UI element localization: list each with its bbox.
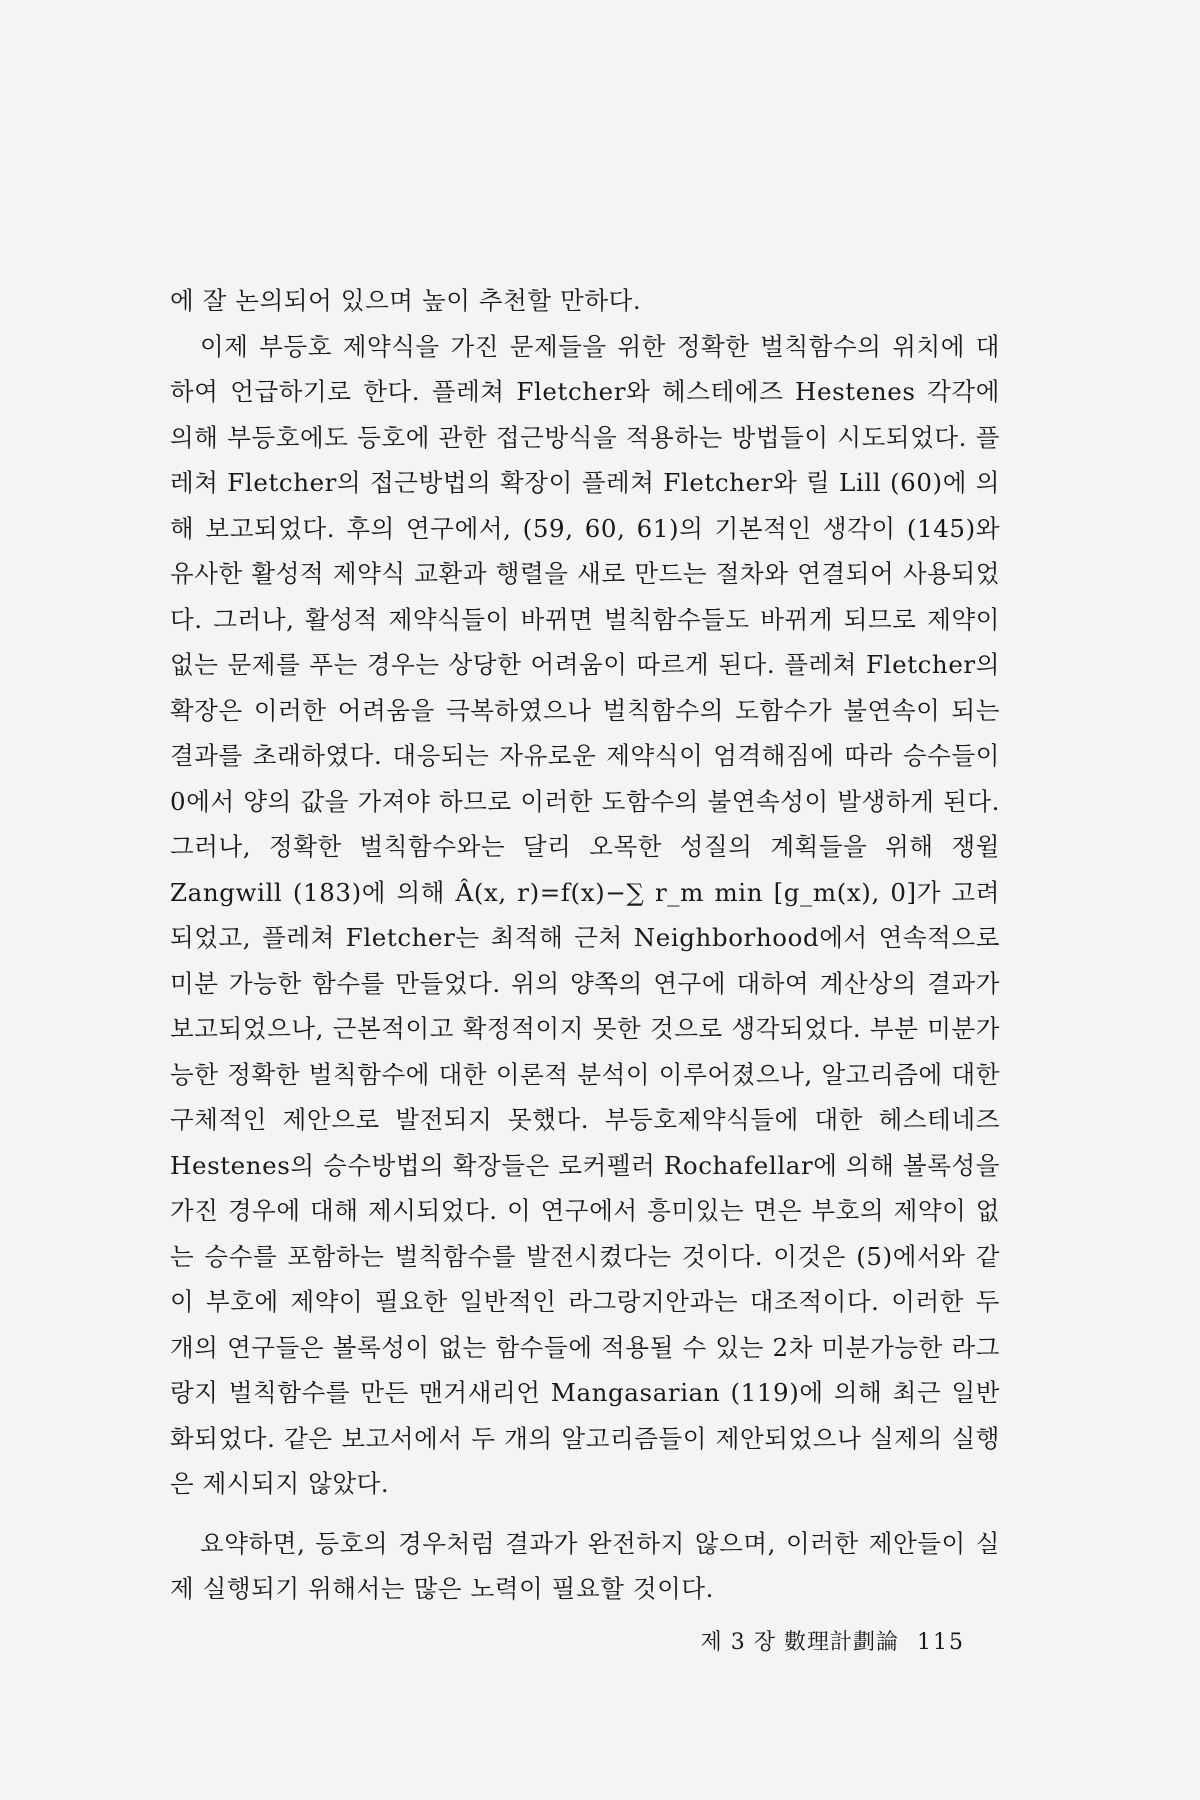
paragraph-continuation: 에 잘 논의되어 있으며 높이 추천할 만하다.: [170, 286, 642, 315]
body-text: [170, 278, 1000, 1612]
paragraph-penalty-functions: 이제 부등호 제약식을 가진 문제들을 위한 정확한 벌칙함수의 위치에 대하여 언급하기로 한다. 플레쳐 Fletcher와 헤스테에즈 Hestenes 각각에 의해 부등호에도 등호에 관한 접근방식을 적용하는 방법들이 시도되었다. 플레쳐 Fletcher의 접근방법의 확장이 플레쳐 Fletcher와 릴 Lill (60)에 의해 보고되었다. 후의 연구에서, (59, 60, 61)의 기본적인 생각이 (145)와 유사한 활성적 제약식 교환과 행렬을 새로 만드는 절차와 연결되어 사용되었다. 그러나, 활성적 제약식들이 바뀌면 벌칙함수들도 바뀌게 되므로 제약이 없는 문제를 푸는 경우는 상당한 어려움이 따르게 된다. 플레쳐 Fletcher의 확장은 이러한 어려움을 극복하였으나 벌칙함수의 도함수가 불연속이 되는 결과를 초래하였다. 대응되는 자유로운 제약식이 엄격해짐에 따라 승수들이 0에서 양의 값을 가져야 하므로 이러한 도함수의 불연속성이 발생하게 된다. 그러나, 정확한 벌칙함수와는 달리 오목한 성질의 계획들을 위해 쟁윌 Zangwill (183)에 의해 Â(x, r)=f(x)−∑ r_m min [g_m(x), 0]가 고려되었고, 플레쳐 Fletcher는 최적해 근처 Neighborhood에서 연속적으로 미분 가능한 함수를 만들었다. 위의 양쪽의 연구에 대하여 계산상의 결과가 보고되었으나, 근본적이고 확정적이지 못한 것으로 생각되었다. 부분 미분가능한 정확한 벌칙함수에 대한 이론적 분석이 이루어졌으나, 알고리즘에 대한 구체적인 제안으로 발전되지 못했다. 부등호제약식들에 대한 헤스테네즈 Hestenes의 승수방법의 확장들은 로커펠러 Rochafellar에 의해 볼록성을 가진 경우에 대해 제시되었다. 이 연구에서 흥미있는 면은 부호의 제약이 없는 승수를 포함하는 벌칙함수를 발전시켰다는 것이다. 이것은 (5)에서와 같이 부호에 제약이 필요한 일반적인 라그랑지안과는 대조적이다. 이러한 두 개의 연구들은 볼록성이 없는 함수들에 적용될 수 있는 2차 미분가능한 라그랑지 벌칙함수를 만든 맨거새리언 Mangasarian (119)에 의해 최근 일반화되었다. 같은 보고서에서 두 개의 알고리즘들이 제안되었으나 실제의 실행은 제시되지 않았다.: [170, 331, 1000, 1498]
page-footer: [701, 1625, 965, 1656]
page-number: 115: [917, 1630, 965, 1655]
paragraph-summary: 요약하면, 등호의 경우처럼 결과가 완전하지 않으며, 이러한 제안들이 실제 실행되기 위해서는 많은 노력이 필요할 것이다.: [170, 1528, 1000, 1603]
chapter-label: 제 3 장 數理計劃論: [700, 1630, 899, 1655]
